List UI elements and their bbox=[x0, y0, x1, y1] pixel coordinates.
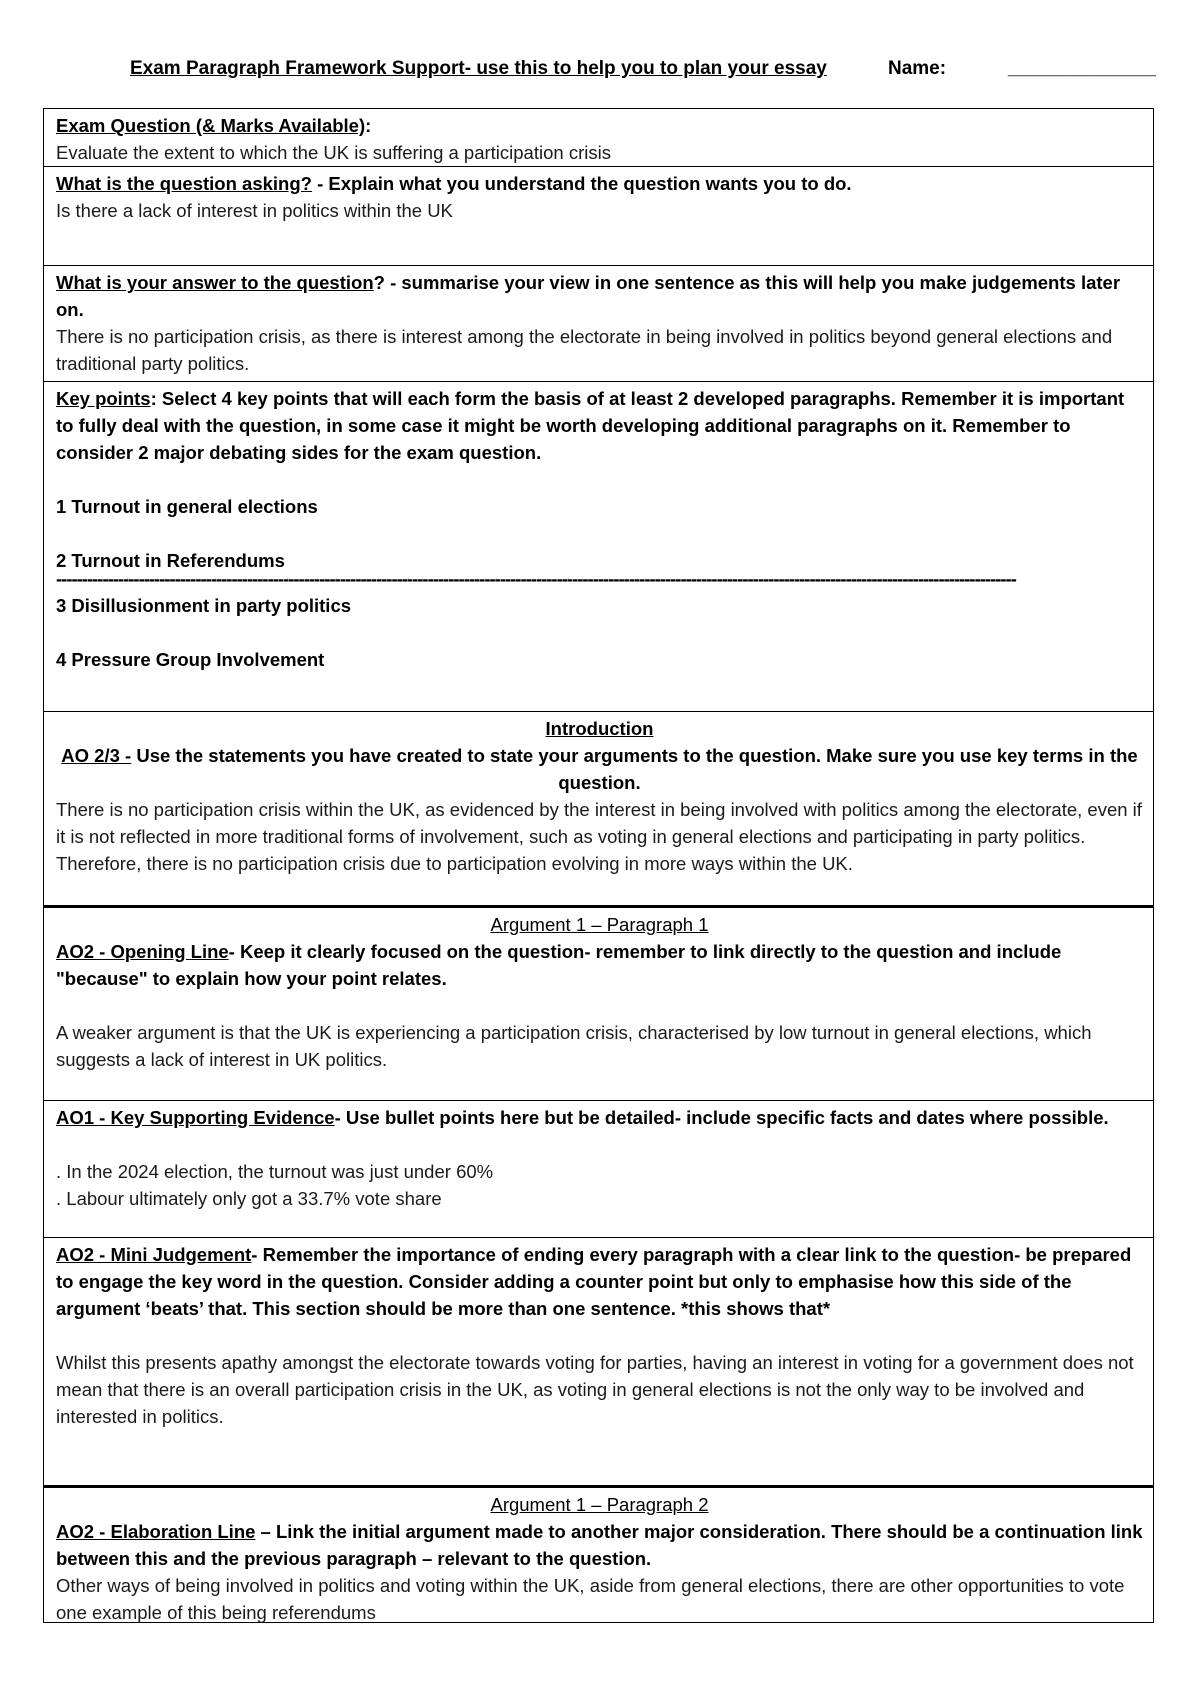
key-points-cell bbox=[44, 381, 1153, 711]
answer-instruction: ? - summarise your view in one sentence as this will help you make judgements later on. bbox=[56, 272, 1121, 320]
name-label: Name: bbox=[888, 58, 947, 79]
mini-judgement-text: Whilst this presents apathy amongst the electorate towards voting for parties, having an interest in voting for a government does not mean that there is an overall participation crisis in the UK, as voting in general elections is not the only way to be involved and interested in politics. bbox=[56, 1352, 1134, 1427]
argument1-p2-cell bbox=[44, 1485, 1153, 1623]
key-point: 3 Disillusionment in party politics bbox=[56, 595, 352, 616]
exam-question-colon: : bbox=[365, 115, 372, 136]
framework-table bbox=[43, 108, 1154, 1623]
mini-judgement-instruction: - Remember the importance of ending every paragraph with a clear link to the question- be prepared to engage the key word in the question. Consider adding a counter point but only to emphasise how this side of the argument ‘beats’ that. This section should be more than one sentence. *this shows that* bbox=[56, 1244, 1132, 1319]
introduction-instruction: Use the statements you have created to state your arguments to the question. Make sure you use key terms in the question. bbox=[131, 745, 1138, 793]
introduction-ao-label: AO 2/3 - bbox=[61, 745, 132, 766]
key-points-label: Key points bbox=[56, 388, 151, 409]
supporting-evidence-label: AO1 - Key Supporting Evidence bbox=[56, 1107, 335, 1128]
mini-judgement-label: AO2 - Mini Judgement bbox=[56, 1244, 252, 1265]
exam-question-cell bbox=[44, 108, 1153, 166]
opening-line-text: A weaker argument is that the UK is experiencing a participation crisis, characterised by low turnout in general elections, which suggests a lack of interest in UK politics. bbox=[56, 1022, 1092, 1070]
name-blank: ______________ bbox=[1008, 58, 1156, 79]
introduction-heading: Introduction bbox=[545, 718, 654, 739]
opening-line-instruction: - Keep it clearly focused on the question- remember to link directly to the question and include "because" to explain how your point relates. bbox=[56, 941, 1062, 989]
question-asking-cell bbox=[44, 166, 1153, 265]
answer-cell bbox=[44, 265, 1153, 381]
page-title: Exam Paragraph Framework Support- use this to help you to plan your essay bbox=[130, 58, 827, 79]
elaboration-line-text: Other ways of being involved in politics and voting within the UK, aside from general elections, there are other opportunities to vote one example of this being referendums bbox=[56, 1575, 1125, 1623]
page-header bbox=[0, 58, 1200, 88]
argument1-p2-heading: Argument 1 – Paragraph 2 bbox=[490, 1494, 709, 1515]
answer-text: There is no participation crisis, as there is interest among the electorate in being involved in politics beyond general elections and traditional party politics. bbox=[56, 326, 1113, 374]
key-point: 2 Turnout in Referendums bbox=[56, 550, 285, 571]
elaboration-line-label: AO2 - Elaboration Line bbox=[56, 1521, 256, 1542]
question-asking-instruction: - Explain what you understand the question wants you to do. bbox=[311, 173, 852, 194]
supporting-evidence-instruction: - Use bullet points here but be detailed- include specific facts and dates where possible. bbox=[334, 1107, 1109, 1128]
question-asking-label: What is the question asking? bbox=[56, 173, 312, 194]
argument1-p1-heading: Argument 1 – Paragraph 1 bbox=[490, 914, 709, 935]
exam-question-text: Evaluate the extent to which the UK is suffering a participation crisis bbox=[56, 142, 611, 163]
evidence-point: . In the 2024 election, the turnout was just under 60% bbox=[56, 1161, 494, 1182]
introduction-text: There is no participation crisis within the UK, as evidenced by the interest in being involved with politics among the electorate, even if it is not reflected in more traditional forms of involvement, such as voting in general elections and participating in party politics. Therefore, there is no participation crisis due to participation evolving in more ways within the UK. bbox=[56, 799, 1142, 874]
elaboration-line-instruction: – Link the initial argument made to another major consideration. There should be a continuation link between this and the previous paragraph – relevant to the question. bbox=[56, 1521, 1143, 1569]
exam-question-label: Exam Question (& Marks Available) bbox=[56, 115, 366, 136]
evidence-point: . Labour ultimately only got a 33.7% vote share bbox=[56, 1188, 442, 1209]
argument1-p1-opening-cell bbox=[44, 905, 1153, 1100]
key-points-divider: ------------------------------------------------------------------------------------------------------------------------------------------------------------------------------------------ bbox=[56, 574, 1016, 588]
key-point: 1 Turnout in general elections bbox=[56, 496, 318, 517]
mini-judgement-cell bbox=[44, 1237, 1153, 1485]
supporting-evidence-cell bbox=[44, 1100, 1153, 1237]
key-points-instruction: : Select 4 key points that will each form the basis of at least 2 developed paragraphs. Remember it is important to fully deal with the question, in some case it might be worth developing additional paragraphs on it. Remember to consider 2 major debating sides for the exam question. bbox=[56, 388, 1125, 463]
introduction-cell bbox=[44, 711, 1153, 905]
answer-label: What is your answer to the question bbox=[56, 272, 374, 293]
key-point: 4 Pressure Group Involvement bbox=[56, 649, 325, 670]
question-asking-text: Is there a lack of interest in politics within the UK bbox=[56, 200, 453, 221]
opening-line-label: AO2 - Opening Line bbox=[56, 941, 229, 962]
